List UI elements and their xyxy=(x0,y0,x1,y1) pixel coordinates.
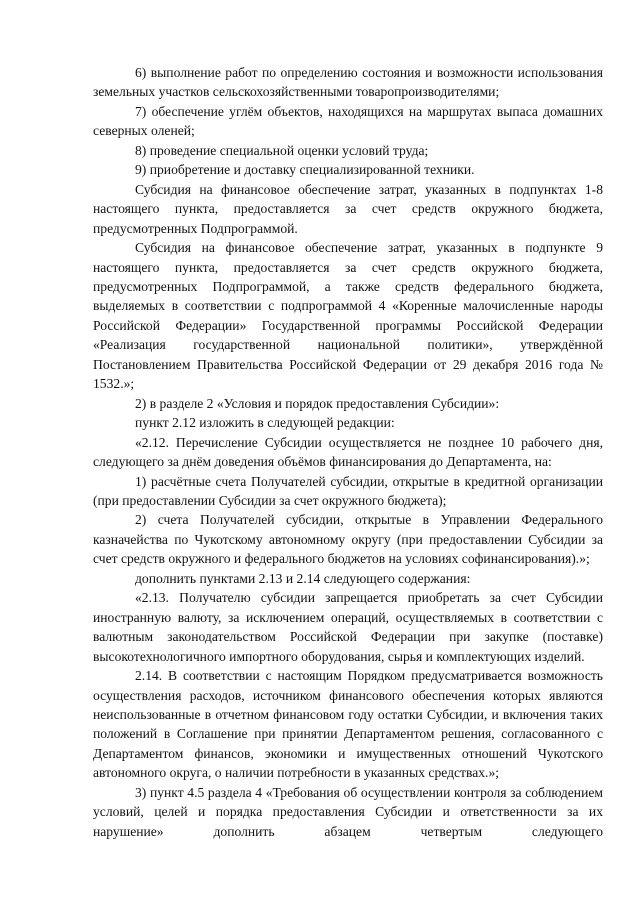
paragraph-clause-4-5: 3) пункт 4.5 раздела 4 «Требования об осуществлении контроля за соблюдением условий, целей и порядка предоставления Субсидии и ответственности за их нарушение» дополнить абзацем четвертым следующего xyxy=(93,784,603,839)
paragraph-section-2: 2) в разделе 2 «Условия и порядок предоставления Субсидии»: xyxy=(135,395,500,411)
paragraph-item-7: 7) обеспечение углём объектов, находящихся на маршрутах выпаса домашних северных оленей; xyxy=(93,103,603,139)
paragraph-add-clauses: дополнить пунктами 2.13 и 2.14 следующего содержания: xyxy=(135,570,471,586)
paragraph-subsidy-9: Субсидия на финансовое обеспечение затрат, указанных в подпункте 9 настоящего пункта, предоставляется за счет средств окружного бюджета, предусмотренных Подпрограммой, а также средств федерального бюджета, выделяемых в соответствии с подпрограммой 4 «Коренные малочисленные народы Российской Федерации» Государственной программы Российской Федерации «Реализация государственной национальной политики», утверждённой Постановлением Правительства Российской Федерации от 29 декабря 2016 года № 1532.»; xyxy=(93,240,603,392)
paragraph-clause-2-14: 2.14. В соответствии с настоящим Порядком предусматривается возможность осуществления расходов, источником финансового обеспечения которых являются неиспользованные в отчетном финансовом году остатки Субсидии, и включения таких положений в Соглашение при принятии Департаментом решения, согласованного с Департаментом финансов, экономики и имущественных отношений Чукотского автономного округа, о наличии потребности в указанных средствах.»; xyxy=(93,668,603,781)
paragraph-clause-2-12-1: 1) расчётные счета Получателей субсидии, открытые в кредитной организации (при предоставлении Субсидии за счет окружного бюджета); xyxy=(93,473,603,508)
document-body xyxy=(93,63,603,841)
paragraph-item-9: 9) приобретение и доставку специализированной техники. xyxy=(135,162,475,178)
paragraph-subsidy-1-8: Субсидия на финансовое обеспечение затрат, указанных в подпунктах 1-8 настоящего пункта, предоставляется за счет средств окружного бюджета, предусмотренных Подпрограммой. xyxy=(93,181,603,236)
paragraph-clause-2-12-2: 2) счета Получателей субсидии, открытые в Управлении Федерального казначейства по Чукотскому автономному округу (при предоставлении Субсидии за счет средств окружного и федерального бюджетов на условиях софинансирования).»; xyxy=(93,512,603,567)
paragraph-item-8: 8) проведение специальной оценки условий труда; xyxy=(135,142,429,158)
paragraph-item-6: 6) выполнение работ по определению состояния и возможности использования земельных участков сельскохозяйственными товаропроизводителями; xyxy=(93,65,603,100)
paragraph-clause-2-12-intro: пункт 2.12 изложить в следующей редакции: xyxy=(135,415,395,431)
paragraph-clause-2-12: «2.12. Перечисление Субсидии осуществляется не позднее 10 рабочего дня, следующего за днём доведения объёмов финансирования до Департамента, на: xyxy=(93,434,603,470)
paragraph-clause-2-13: «2.13. Получателю субсидии запрещается приобретать за счет Субсидии иностранную валюту, за исключением операций, осуществляемых в соответствии с валютным законодательством Российской Федерации при закупке (поставке) высокотехнологичного импортного оборудования, сырья и комплектующих изделий. xyxy=(93,590,603,664)
